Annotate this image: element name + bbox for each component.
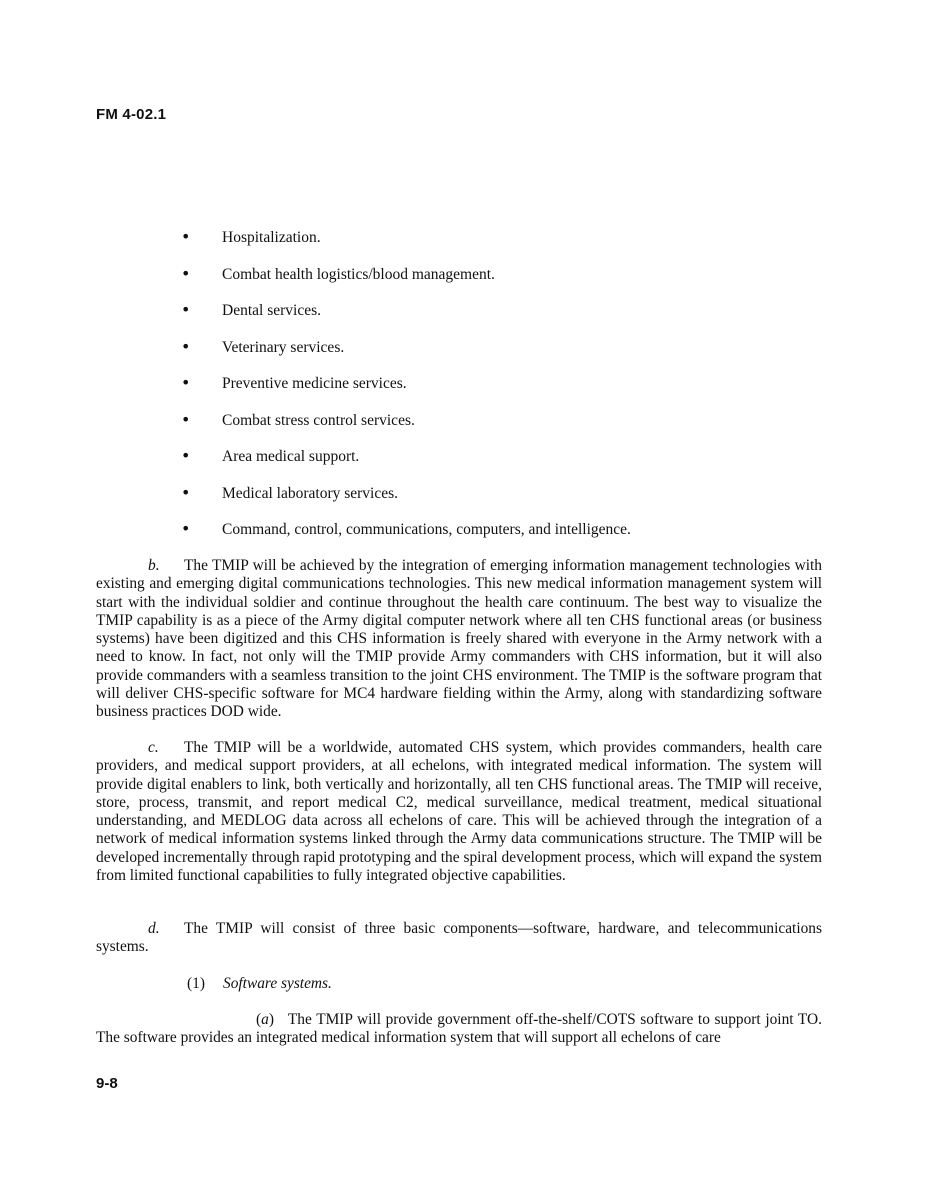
- paragraph-a: [96, 1011, 822, 1048]
- bullet-list: [0, 228, 930, 557]
- list-item: • Combat stress control services.: [181, 409, 415, 429]
- list-item: • Command, control, communications, computers, and intelligence.: [181, 519, 631, 538]
- bullet-icon: •: [181, 519, 191, 538]
- bullet-icon: •: [181, 446, 191, 465]
- page-header-doc-id: FM 4-02.1: [96, 106, 167, 123]
- list-item: • Area medical support.: [181, 446, 360, 465]
- subsection-number: (1): [187, 975, 205, 992]
- paragraph-label: (a): [256, 1011, 274, 1028]
- page-number: 9-8: [96, 1075, 118, 1092]
- list-item: • Hospitalization.: [181, 227, 321, 246]
- bullet-icon: •: [181, 300, 191, 319]
- list-item: • Medical laboratory services.: [181, 482, 399, 502]
- bullet-icon: •: [181, 409, 191, 429]
- bullet-icon: •: [181, 336, 191, 356]
- list-item: • Combat health logistics/blood management.: [181, 263, 495, 283]
- list-item: • Preventive medicine services.: [181, 373, 407, 392]
- paragraph-d: [96, 920, 822, 957]
- paragraph-b: [96, 557, 822, 722]
- list-item: • Veterinary services.: [181, 336, 345, 356]
- bullet-icon: •: [181, 227, 191, 246]
- bullet-icon: •: [181, 263, 191, 283]
- paragraph-text: The TMIP will consist of three basic components—software, hardware, and telecommunications systems.: [96, 920, 822, 956]
- subsection-1-heading: [187, 975, 332, 993]
- paragraph-text: The TMIP will be a worldwide, automated CHS system, which provides commanders, health care providers, and medical support providers, at all echelons, with integrated medical information. The system will provide digital enablers to link, both vertically and horizontally, all ten CHS functional areas. The TMIP will receive, store, process, transmit, and report medical C2, medical surveillance, medical treatment, medical situational understanding, and MEDLOG data across all echelons of care. This will be achieved through the integration of a network of medical information systems linked through the Army data communications structure. The TMIP will be developed incrementally through rapid prototyping and the spiral development process, which will expand the system from limited functional capabilities to fully integrated objective capabilities.: [96, 739, 822, 885]
- subsection-title: Software systems.: [223, 975, 332, 992]
- paragraph-text: The TMIP will provide government off-the-shelf/COTS software to support joint TO. The software provides an integrated medical information system that will support all echelons of care: [96, 1011, 822, 1047]
- paragraph-label: d.: [148, 920, 160, 937]
- bullet-icon: •: [181, 373, 191, 392]
- paragraph-text: The TMIP will be achieved by the integration of emerging information management technologies with existing and emerging digital communications technologies. This new medical information management system will start with the individual soldier and continue throughout the health care continuum. The best way to visualize the TMIP capability is as a piece of the Army digital computer network where all ten CHS functional areas (or business systems) have been digitized and this CHS information is freely shared with everyone in the Army network with a need to know. In fact, not only will the TMIP provide Army commanders with CHS information, but it will also provide commanders with a seamless transition to the joint CHS environment. The TMIP is the software program that will deliver CHS-specific software for MC4 hardware fielding within the Army, along with standardizing software business practices DOD wide.: [96, 557, 822, 721]
- list-item: • Dental services.: [181, 300, 321, 319]
- paragraph-label: c.: [148, 739, 159, 756]
- paragraph-c: [96, 739, 822, 885]
- paragraph-label: b.: [148, 557, 160, 574]
- bullet-icon: •: [181, 482, 191, 502]
